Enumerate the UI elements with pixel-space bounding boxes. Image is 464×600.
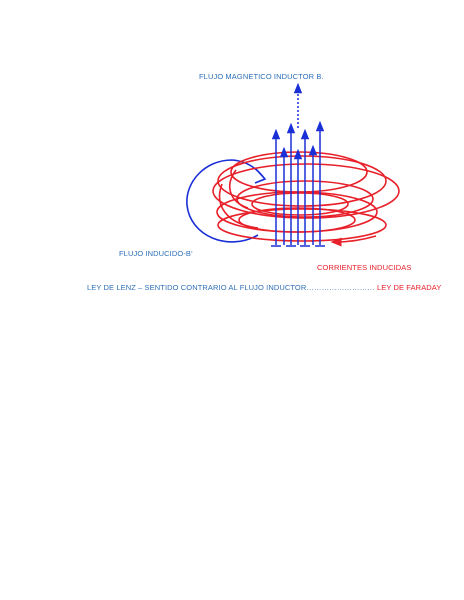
red-coil-loops [213, 152, 399, 241]
induced-currents-label: CORRIENTES INDUCIDAS [317, 263, 412, 272]
faraday-law-text: LEY DE FARADAY [374, 283, 442, 292]
induced-flux-label: FLUJO INDUCIDO-B’ [119, 249, 193, 258]
inductor-flux-label: FLUJO MAGNETICO INDUCTOR B. [199, 72, 324, 81]
lenz-law-text: LEY DE LENZ – SENTIDO CONTRARIO AL FLUJO INDUCTOR……………………… [87, 283, 375, 292]
inductor-flux-lines [276, 88, 320, 245]
